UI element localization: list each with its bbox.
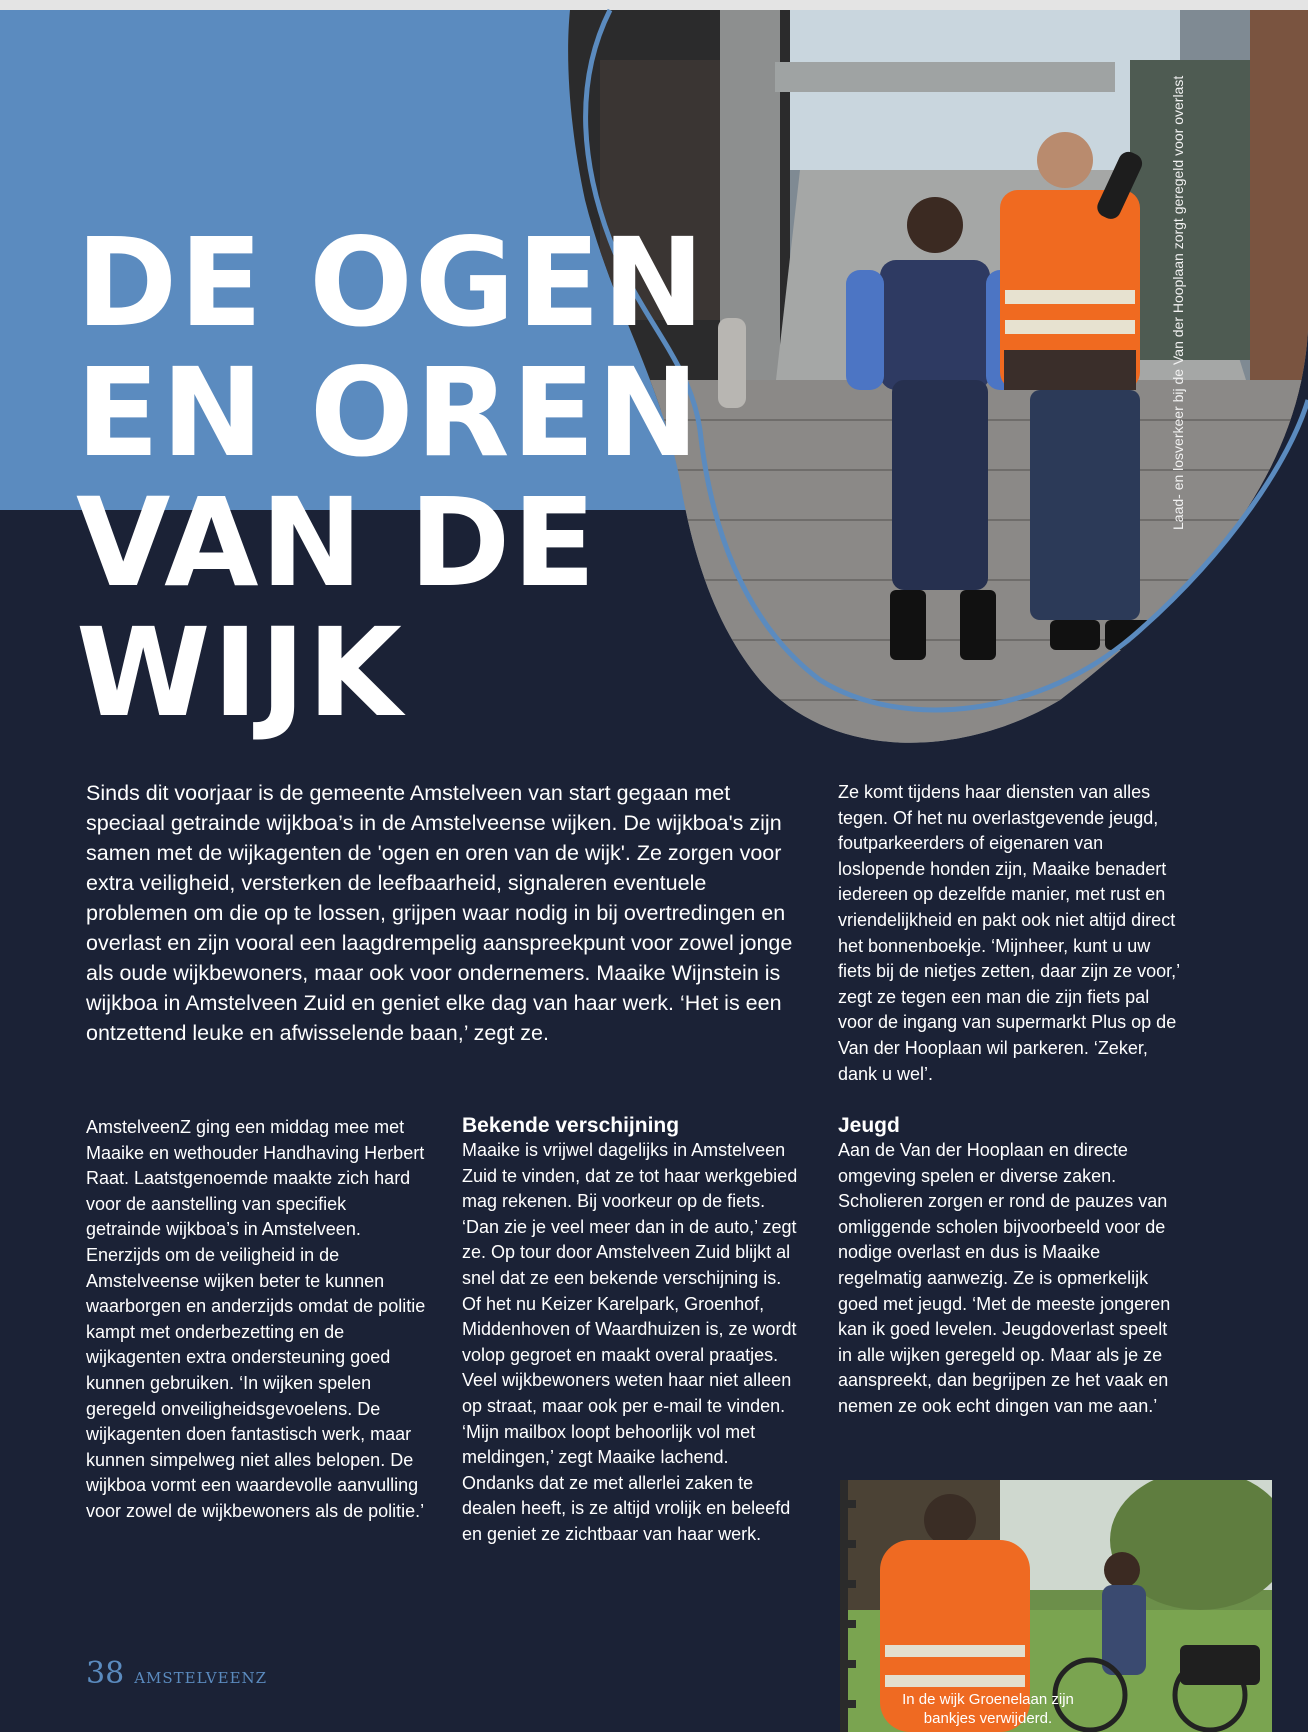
page-footer [86,1656,267,1691]
paragraph: Aan de Van der Hooplaan en directe omgeving spelen er diverse zaken. Scholieren zorgen er rond de pauzes van omliggende scholen bijvoorbeeld voor de nodige overlast en dus is Maaike regelmatig aanwezig. Ze is opmerkelijk goed met jeugd. ‘Met de meeste jongeren kan ik goed levelen. Jeugdoverlast speelt in alle wijken geregeld op. Maar als je ze aanspreekt, dan begrijpen ze het vaak en nemen ze ook echt dingen van me aan.’ [838,1140,1171,1416]
article-column-3 [838,1113,1183,1420]
photo-caption: Laad- en losverkeer bij de Van der Hooplaan zorgt geregeld voor overlast [1170,75,1186,530]
title-line-3: VAN DE [76,472,598,614]
title-line-4: WIJK [76,602,404,744]
article-column-2 [462,1113,804,1548]
article-column-1 [86,1115,426,1525]
paragraph: Maaike is vrijwel dagelijks in Amstelveen Zuid te vinden, dat ze tot haar werkgebied mag rekenen. Bij voorkeur op de fiets. ‘Dan zie je veel meer dan in de auto,’ zegt ze. Op tour door Amstelveen Zuid blijkt al snel dat ze een bekende verschijning is. Of het nu Keizer Karelpark, Groenhof, Middenhoven of Waardhuizen is, ze wordt volop gegroet en maakt overal praatjes. Veel wijkbewoners weten haar niet alleen op straat, maar ook per e-mail te vinden. ‘Mijn mailbox loopt behoorlijk vol met meldingen,’ zegt Maaike lachend. Ondanks dat ze met allerlei zaken te dealen heeft, is ze altijd vrolijk en beleefd en geniet ze zichtbaar van haar werk. [462,1140,798,1544]
intro-paragraph: Sinds dit voorjaar is de gemeente Amstelveen van start gegaan met speciaal getrainde wijkboa’s in de Amstelveense wijken. De wijkboa's zijn samen met de wijkagenten de 'ogen en oren van de wijk'. Ze zorgen voor extra veiligheid, versterken de leefbaarheid, signaleren eventuele problemen om die op te lossen, grijpen waar nodig in bij overtredingen en overlast en zijn vooral een laagdrempelig aanspreekpunt voor zowel jonge als oude wijkbewoners, maar ook voor ondernemers. Maaike Wijnstein is wijkboa in Amstelveen Zuid en geniet elke dag van haar werk. ‘Het is een ontzettend leuke en afwisselende baan,’ zegt ze. [86,781,793,1045]
secondary-photo [840,1480,1272,1732]
magazine-logo: AMSTELVEENZ [134,1669,268,1687]
title-line-1: DE OGEN [76,212,707,354]
section-heading: Bekende verschijning [462,1114,680,1137]
article-column-right-top [838,780,1183,1087]
page-number: 38 [86,1656,125,1691]
title-line-2: EN OREN [76,342,702,484]
page-title [76,212,707,744]
photo-caption: In de wijk Groenelaan zijn bankjes verwijderd. [902,1691,1074,1727]
paragraph: Ze komt tijdens haar diensten van alles tegen. Of het nu overlastgevende jeugd, foutparkeerders of eigenaren van loslopende honden zijn, Maaike benadert iedereen op dezelfde manier, met rust en vriendelijkheid en pakt ook niet altijd direct het bonnenboekje. ‘Mijnheer, kunt u uw fiets bij de nietjes zetten, daar zijn ze voor,’ zegt ze tegen een man die zijn fiets pal voor de ingang van supermarkt Plus op de Van der Hooplaan wil parkeren. ‘Zeker, dank u wel’. [838,782,1180,1084]
paragraph: AmstelveenZ ging een middag mee met Maaike en wethouder Handhaving Herbert Raat. Laatstgenoemde maakte zich hard voor de aanstelling van specifiek getrainde wijkboa’s in Amstelveen. Enerzijds om de veiligheid in de Amstelveense wijken beter te kunnen waarborgen en anderzijds omdat de politie kampt met onderbezetting en de wijkagenten extra ondersteuning goed kunnen gebruiken. ‘In wijken spelen geregeld onveiligheidsgevoelens. De wijkagenten doen fantastisch werk, maar kunnen simpelweg niet alles belopen. De wijkboa vormt een waardevolle aanvulling voor zowel de wijkbewoners als de politie.’ [86,1117,426,1521]
section-heading: Jeugd [838,1114,900,1137]
